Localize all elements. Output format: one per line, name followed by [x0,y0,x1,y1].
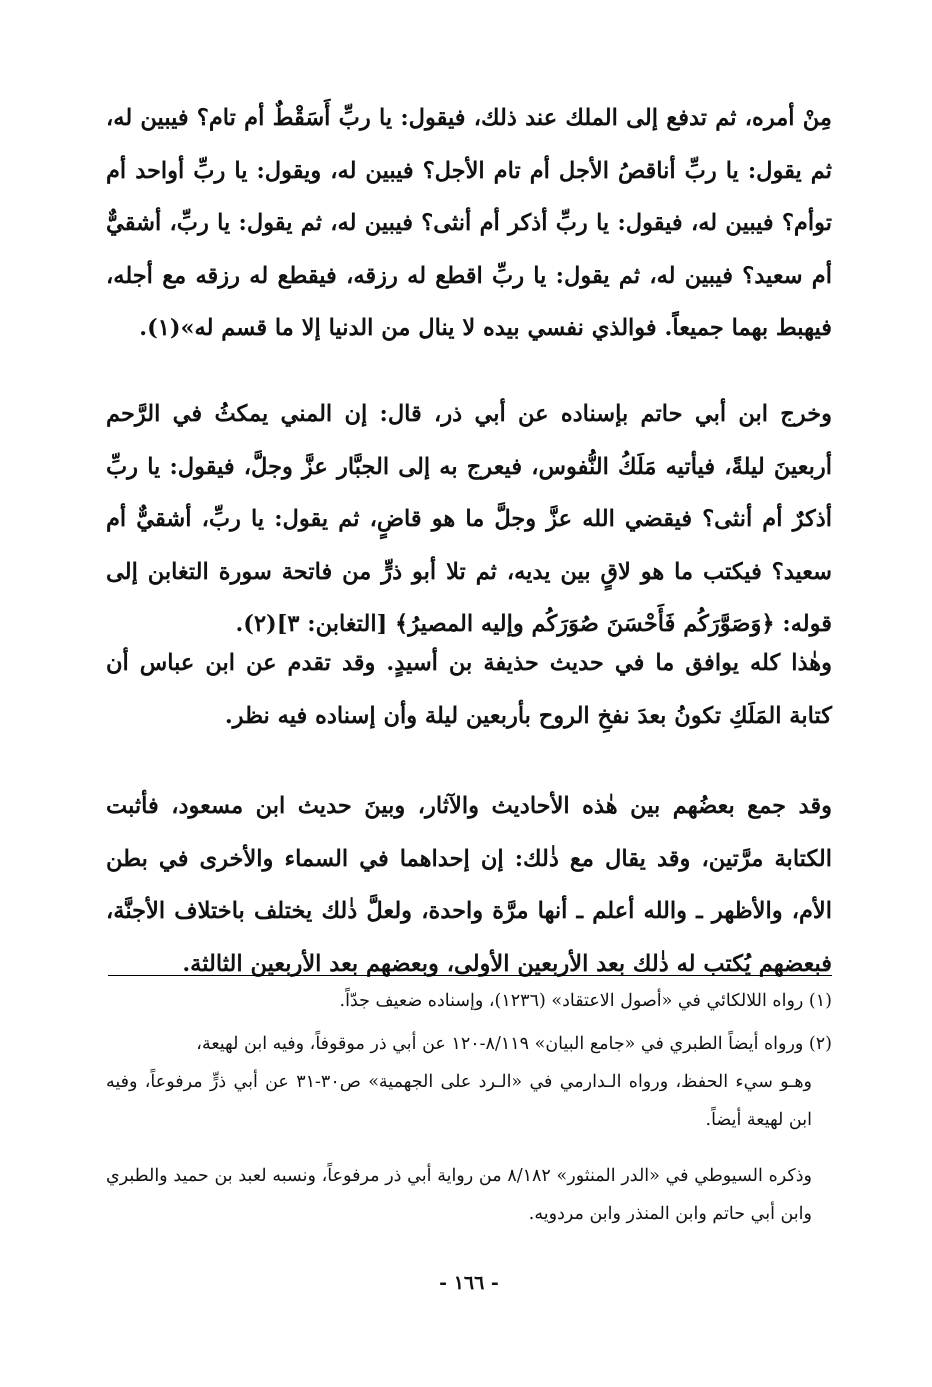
footnote-divider [108,975,832,976]
paragraph-4: وقد جمع بعضُهم بين هٰذه الأحاديث والآثار، وبينَ حديث ابن مسعود، فأثبت الكتابة مرَّتين، وقد يقال مع ذٰلك: إن إحداهما في السماء والأخرى في بطن الأم، والأظهر ـ والله أعلم ـ أنها مرَّة واحدة، ولعلَّ ذٰلك يختلف باختلاف الأجنَّة، فبعضهم يُكتب له ذٰلك بعد الأربعين الأولى، وبعضهم بعد الأربعين الثالثة. [106,793,832,977]
footnote-2-line-b: وهـو سيء الحفظ، ورواه الـدارمي في «الـرد على الجهمية» ص٣٠-٣١ عن أبي ذرٍّ مرفوعاً، وفيه ابن لهيعة أيضاً. [106,1072,813,1130]
footnote-1: (١) رواه اللالكائي في «أصول الاعتقاد» (١٢٣٦)، وإسناده ضعيف جدّاً. [339,991,832,1011]
paragraph-1: مِنْ أمره، ثم تدفع إلى الملك عند ذلك، فيقول: يا ربِّ أَسَقْطٌ أم تام؟ فيبين له، ثم يقول: يا ربِّ أناقصُ الأجل أم تام الأجل؟ فيبين له، ويقول: يا ربِّ أواحد أم توأم؟ فيبين له، فيقول: يا ربِّ أذكر أم أنثى؟ فيبين له، ثم يقول: يا ربِّ، أشقيٌّ أم سعيد؟ فيبين له، ثم يقول: يا ربِّ اقطع له رزقه، فيقطع له رزقه مع أجله، فيهبط بهما جميعاً. فوالذي نفسي بيده لا ينال من الدنيا إلا ما قسم له»(١). [106,105,832,341]
paragraph-2: وخرج ابن أبي حاتم بإسناده عن أبي ذر، قال: إن المني يمكثُ في الرَّحم أربعينَ ليلةً، فيأتيه مَلَكُ النُّفوس، فيعرج به إلى الجبَّار عزَّ وجلَّ، فيقول: يا ربِّ أذكرٌ أم أنثى؟ فيقضي الله عزَّ وجلَّ ما هو قاضٍ، ثم يقول: يا ربِّ، أشقيٌّ أم سعيد؟ فيكتب ما هو لاقٍ بين يديه، ثم تلا أبو ذرٍّ من فاتحة سورة التغابن إلى قوله: ﴿وَصَوَّرَكُم فَأَحْسَنَ صُوَرَكُم وإليه المصيرُ﴾ [التغابن: ٣](٢). [106,401,832,637]
footnote-2-line-a: (٢) ورواه أيضاً الطبري في «جامع البيان» ٨/١١٩-١٢٠ عن أبي ذر موقوفاً، وفيه ابن لهيعة، [196,1034,832,1054]
footnote-2 [106,1025,832,1139]
paragraph-3: وهٰذا كله يوافق ما في حديث حذيفة بن أسيدٍ. وقد تقدم عن ابن عباس أن كتابة المَلَكِ تكونُ بعدَ نفخِ الروح بأربعين ليلة وأن إسناده فيه نظر. [106,650,832,729]
page-number: - ١٦٦ - [439,1272,499,1294]
footnote-3: وذكره السيوطي في «الدر المنثور» ٨/١٨٢ من رواية أبي ذر مرفوعاً، ونسبه لعبد بن حميد والطبري وابن أبي حاتم وابن المنذر وابن مردويه. [106,1166,812,1224]
